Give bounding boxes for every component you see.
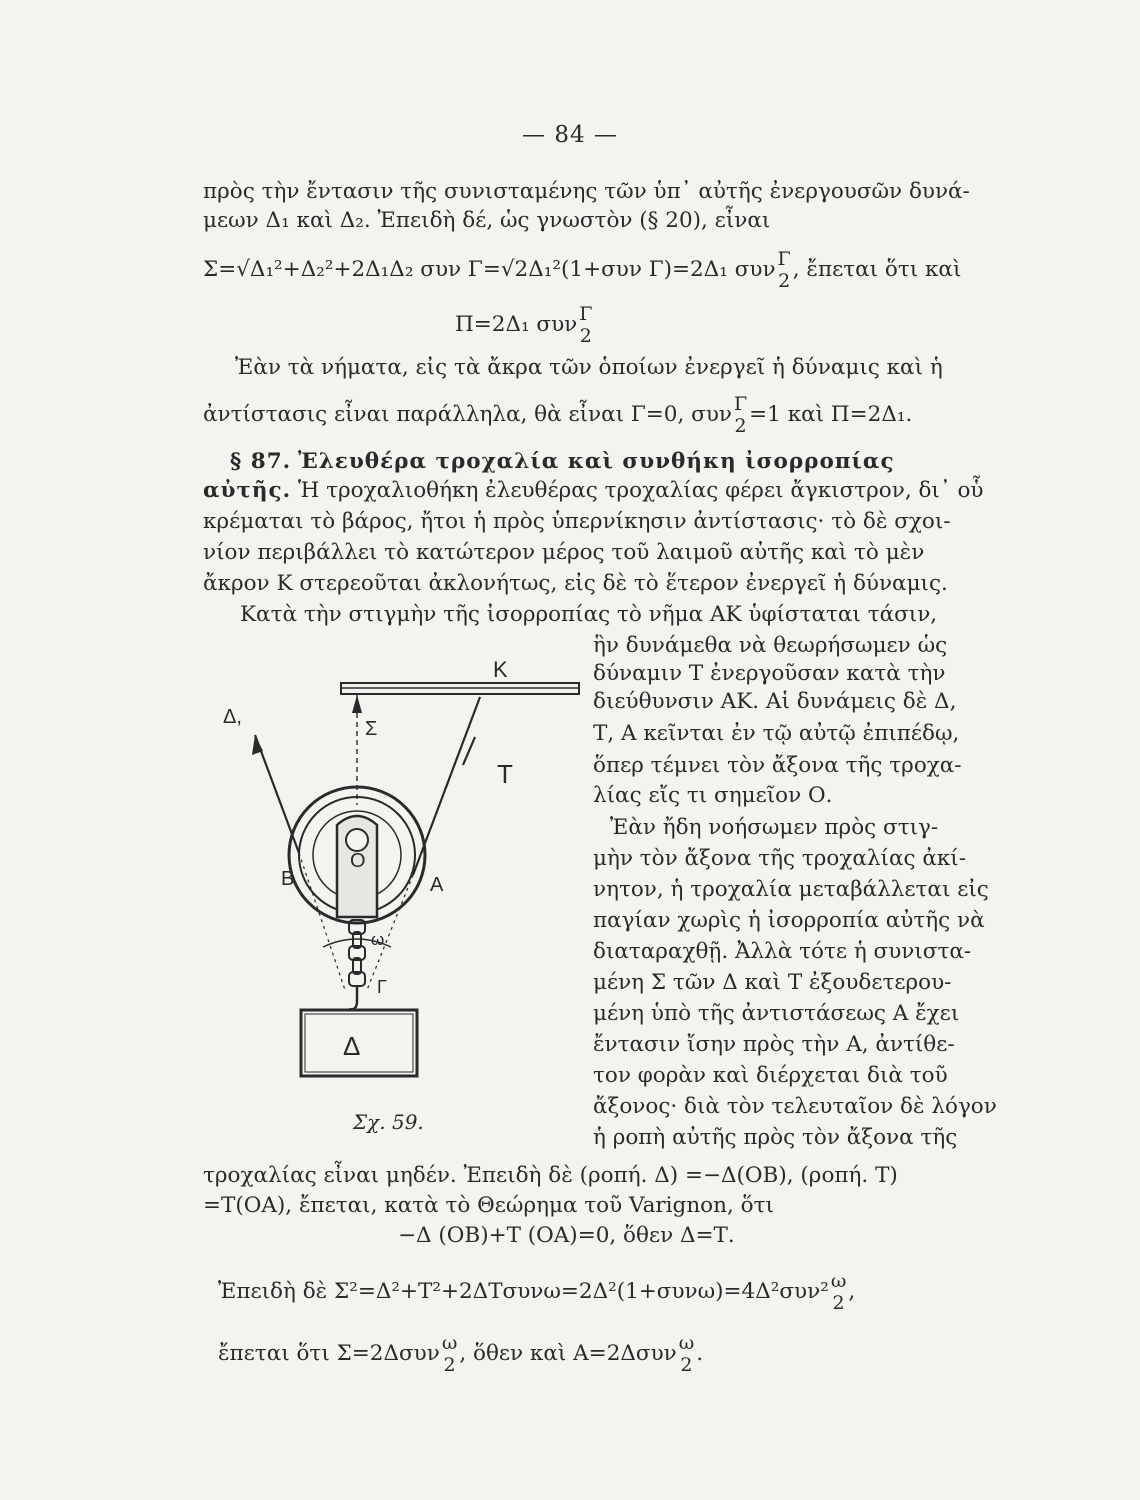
text-line: ἄκρον Κ στερεοῦται ἀκλονήτως, εἰς δὲ τὸ ἕτερον ἐνεργεῖ ἡ δύναμις. bbox=[203, 571, 948, 596]
text-line: αὐτῆς. Ἡ τροχαλιοθήκη ἐλευθέρας τροχαλίας φέρει ἄγκιστρον, δι᾽ οὗ bbox=[203, 478, 984, 503]
label-T: Τ bbox=[497, 759, 513, 789]
label-K: Κ bbox=[493, 657, 508, 682]
text-line: Ἐὰν τὰ νήματα, εἰς τὰ ἄκρα τῶν ὁποίων ἐνεργεῖ ἡ δύναμις καὶ ἡ bbox=[235, 355, 943, 380]
text-line: ἣν δυνάμεθα νὰ θεωρήσωμεν ὡς bbox=[593, 633, 948, 658]
text-line: μένη ὑπὸ τῆς ἀντιστάσεως Α ἔχει bbox=[593, 1001, 960, 1026]
text-line: Τ, Α κεῖνται ἐν τῷ αὐτῷ ἐπιπέδῳ, bbox=[593, 721, 960, 746]
equation-2: Π=2Δ₁ συν Γ 2 bbox=[455, 303, 593, 347]
text-line: μεων Δ₁ καὶ Δ₂. Ἐπειδὴ δέ, ὡς γνωστὸν (§ 20), εἶναι bbox=[203, 208, 771, 233]
equation-line: ἀντίστασις εἶναι παράλληλα, θὰ εἶναι Γ=0, συν Γ 2 =1 καὶ Π=2Δ₁. bbox=[203, 393, 913, 437]
hook bbox=[349, 986, 357, 1009]
section-heading: § 87. Ἐλευθέρα τροχαλία καὶ συνθήκη ἰσορροπίας bbox=[230, 449, 895, 474]
equation-1: Σ=√Δ₁²+Δ₂²+2Δ₁Δ₂ συν Γ=√2Δ₁²(1+συν Γ)=2Δ₁ συν Γ 2 , ἔπεται ὅτι καὶ bbox=[203, 248, 962, 292]
text-line: τροχαλίας εἶναι μηδέν. Ἐπειδὴ δὲ (ροπή. Δ) =−Δ(ΟΒ), (ροπή. Τ) bbox=[203, 1163, 898, 1188]
equation-3: Ἐπειδὴ δὲ Σ²=Δ²+Τ²+2ΔΤσυνω=2Δ²(1+συνω)=4Δ²συν² ω 2 , bbox=[218, 1270, 856, 1314]
label-S: Σ bbox=[365, 718, 378, 740]
text-line: νίον περιβάλλει τὸ κατώτερον μέρος τοῦ λαιμοῦ αὐτῆς καὶ τὸ μὲν bbox=[203, 540, 925, 565]
text-line: μένη Σ τῶν Δ καὶ Τ ἐξουδετερου- bbox=[593, 970, 952, 995]
text-line: ἄξονος· διὰ τὸν τελευταῖον δὲ λόγον bbox=[593, 1094, 997, 1119]
text-line: Ἐὰν ἤδη νοήσωμεν πρὸς στιγ- bbox=[610, 815, 939, 840]
label-D: Δ bbox=[343, 1031, 361, 1061]
text-line: −Δ (ΟΒ)+Τ (ΟΑ)=0, ὅθεν Δ=Τ. bbox=[398, 1223, 735, 1248]
text-line: =Τ(ΟΑ), ἔπεται, κατὰ τὸ Θεώρημα τοῦ Varignon, ὅτι bbox=[203, 1193, 774, 1218]
text-line: ὅπερ τέμνει τὸν ἄξονα τῆς τροχα- bbox=[593, 753, 962, 778]
text-line: δύναμιν Τ ἐνεργοῦσαν κατὰ τὴν bbox=[593, 661, 946, 686]
text-line: κρέμαται τὸ βάρος, ἤτοι ἡ πρὸς ὑπερνίκησιν ἀντίστασις· τὸ δὲ σχοι- bbox=[203, 509, 951, 534]
axle bbox=[346, 829, 368, 851]
figure-caption: Σχ. 59. bbox=[353, 1110, 424, 1134]
arrow-T bbox=[463, 737, 475, 765]
page-number: — 84 — bbox=[522, 122, 618, 148]
label-A: Α bbox=[430, 874, 444, 896]
pulley-diagram bbox=[225, 645, 585, 1110]
label-B: Β bbox=[281, 868, 295, 890]
label-O: Ο bbox=[350, 850, 366, 872]
label-D1: Δ, bbox=[223, 706, 242, 728]
text-line: διαταραχθῇ. Ἀλλὰ τότε ἡ συνιστα- bbox=[593, 939, 972, 964]
text-line: διεύθυνσιν ΑΚ. Αἱ δυνάμεις δὲ Δ, bbox=[593, 689, 957, 714]
text-line: παγίαν χωρὶς ἡ ἰσορροπία αὐτῆς νὰ bbox=[593, 908, 985, 933]
arrow-S bbox=[352, 695, 362, 713]
text-line: ἡ ροπὴ αὐτῆς πρὸς τὸν ἄξονα τῆς bbox=[593, 1125, 958, 1150]
text-line: μὴν τὸν ἄξονα τῆς τροχαλίας ἀκί- bbox=[593, 846, 967, 871]
equation-4: ἔπεται ὅτι Σ=2Δσυν ω 2 , ὅθεν καὶ Α=2Δσυν ω 2 . bbox=[218, 1332, 704, 1376]
label-G: Γ bbox=[377, 977, 387, 997]
text-line: ἔντασιν ἴσην πρὸς τὴν Α, ἀντίθε- bbox=[593, 1032, 955, 1057]
text-line: τον φορὰν καὶ διέρχεται διὰ τοῦ bbox=[593, 1063, 948, 1088]
text-line: Κατὰ τὴν στιγμὴν τῆς ἰσορροπίας τὸ νῆμα ΑΚ ὑφίσταται τάσιν, bbox=[240, 602, 938, 627]
rope-AK bbox=[413, 697, 480, 875]
text-line: πρὸς τὴν ἔντασιν τῆς συνισταμένης τῶν ὑπ᾽ αὐτῆς ἐνεργουσῶν δυνά- bbox=[203, 179, 970, 204]
text-line: λίας εἴς τι σημεῖον Ο. bbox=[593, 783, 833, 808]
label-omega: ω bbox=[371, 930, 385, 949]
text-line: νητον, ἡ τροχαλία μεταβάλλεται εἰς bbox=[593, 877, 989, 902]
